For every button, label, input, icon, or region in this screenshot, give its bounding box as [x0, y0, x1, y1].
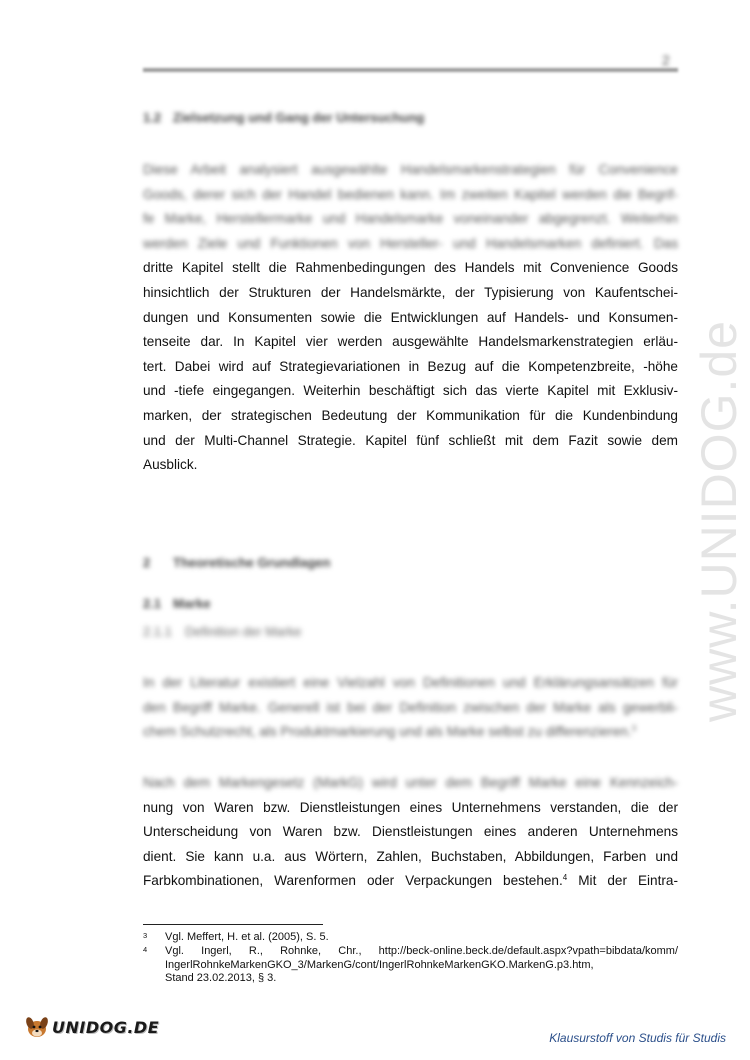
dog-icon — [24, 1014, 50, 1040]
paragraph-definition — [143, 671, 678, 745]
logo-text: UNIDOG.DE — [52, 1017, 160, 1037]
footnote-text — [165, 945, 678, 986]
footnote — [143, 945, 678, 986]
footnote-text — [165, 931, 678, 945]
text-line: Nach dem Markengesetz (MarkG) wird unter dem Begriff Marke eine Kennzeich- — [143, 775, 678, 790]
text-line: Unterscheidung von Waren bzw. Dienstleistungen eines anderen Unternehmens — [143, 824, 678, 840]
paragraph-objectives — [143, 158, 678, 478]
text-line: Goods, derer sich der Handel bedienen kann. Im zweiten Kapitel werden die Begrif- — [143, 186, 678, 202]
footnote-line: IngerlRohnkeMarkenGKO_3/MarkenG/cont/IngerlRohnkeMarkenGKO.MarkenG.p3.htm, — [165, 958, 594, 971]
footnote — [143, 931, 678, 945]
text-line: Ausblick. — [143, 457, 198, 473]
text-line: fe Marke, Herstellermarke und Handelsmarke voneinander abgegrenzt. Weiterhin — [143, 211, 678, 227]
section-number: 1.2 — [143, 110, 162, 125]
footnote-number: 3 — [143, 931, 148, 940]
section-title: Theoretische Grundlagen — [173, 555, 331, 570]
section-heading-1-2 — [143, 110, 424, 125]
text-line — [143, 869, 678, 894]
text-segment: chem Schutzrecht, als Produktmarkierung und als Marke selbst zu differenzieren. — [143, 724, 632, 740]
footnote-ref: 4 — [562, 873, 568, 883]
section-heading-2-1-1 — [143, 624, 301, 639]
footnote-separator — [143, 924, 323, 925]
text-line: und -tiefe eingegangen. Weiterhin beschäftigt sich das vierte Kapitel mit Exklusiv- — [143, 383, 678, 399]
text-line: und der Multi-Channel Strategie. Kapitel fünf schließt mit dem Fazit sowie dem — [143, 432, 678, 448]
section-number: 2.1.1 — [143, 624, 172, 639]
text-line: den Begriff Marke. Generell ist bei der Definition zwischen der Marke als gewerbli- — [143, 699, 678, 715]
footer-tagline: Klausurstoff von Studis für Studis — [549, 1031, 726, 1045]
footnote-line: Stand 23.02.2013, § 3. — [165, 972, 277, 985]
unidog-logo — [24, 1014, 159, 1040]
section-number: 2.1 — [143, 596, 162, 611]
section-title: Zielsetzung und Gang der Untersuchung — [173, 110, 425, 125]
text-line: tenseite dar. In Kapitel vier werden ausgewählte Handelsmarkenstrategien erläu- — [143, 334, 678, 350]
section-heading-2 — [143, 555, 330, 570]
text-line: marken, der strategischen Bedeutung der Kommunikation für die Kundenbindung — [143, 407, 678, 423]
text-line: In der Literatur existiert eine Vielzahl von Definitionen und Erklärungsansätzen für — [143, 675, 678, 690]
watermark: www.UNIDOG.de — [691, 320, 747, 722]
text-line: dient. Sie kann u.a. aus Wörtern, Zahlen, Buchstaben, Abbildungen, Farben und — [143, 848, 678, 864]
text-line: nung von Waren bzw. Dienstleistungen eines Unternehmens verstanden, die der — [143, 799, 678, 815]
text-line: dritte Kapitel stellt die Rahmenbedingungen des Handels mit Convenience Goods — [143, 260, 678, 276]
text-line: werden Ziele und Funktionen von Hersteller- und Handelsmarken definiert. Das — [143, 235, 678, 251]
text-line: tert. Dabei wird auf Strategievariationen in Bezug auf die Kompetenzbreite, -höhe — [143, 358, 678, 374]
page-number: 2 — [662, 52, 670, 68]
text-line: Diese Arbeit analysiert ausgewählte Handelsmarkenstrategien für Convenience — [143, 162, 678, 177]
section-number: 2 — [143, 555, 151, 570]
text-line: hinsichtlich der Strukturen der Handelsmärkte, der Typisierung von Kaufentschei- — [143, 284, 678, 300]
text-line: dungen und Konsumenten sowie die Entwicklungen auf Handels- und Konsumen- — [143, 309, 678, 325]
text-segment: Mit der Eintra- — [567, 873, 678, 889]
paragraph-markengesetz — [143, 771, 678, 894]
section-title: Definition der Marke — [185, 624, 302, 639]
footnote-number: 4 — [143, 944, 148, 954]
section-heading-2-1 — [143, 596, 211, 611]
footnote-line: Vgl. Ingerl, R., Rohnke, Chr., http://beck-online.beck.de/default.aspx?vpath=bibdata/komm/ — [165, 944, 678, 957]
section-title: Marke — [173, 596, 211, 611]
footnotes — [143, 931, 678, 986]
text-line — [143, 720, 678, 745]
header-rule — [143, 68, 678, 72]
footnote-line: Vgl. Meffert, H. et al. (2005), S. 5. — [165, 931, 329, 943]
footnote-ref: 3 — [631, 724, 637, 734]
text-segment: Farbkombinationen, Warenformen oder Verpackungen bestehen. — [143, 873, 563, 889]
